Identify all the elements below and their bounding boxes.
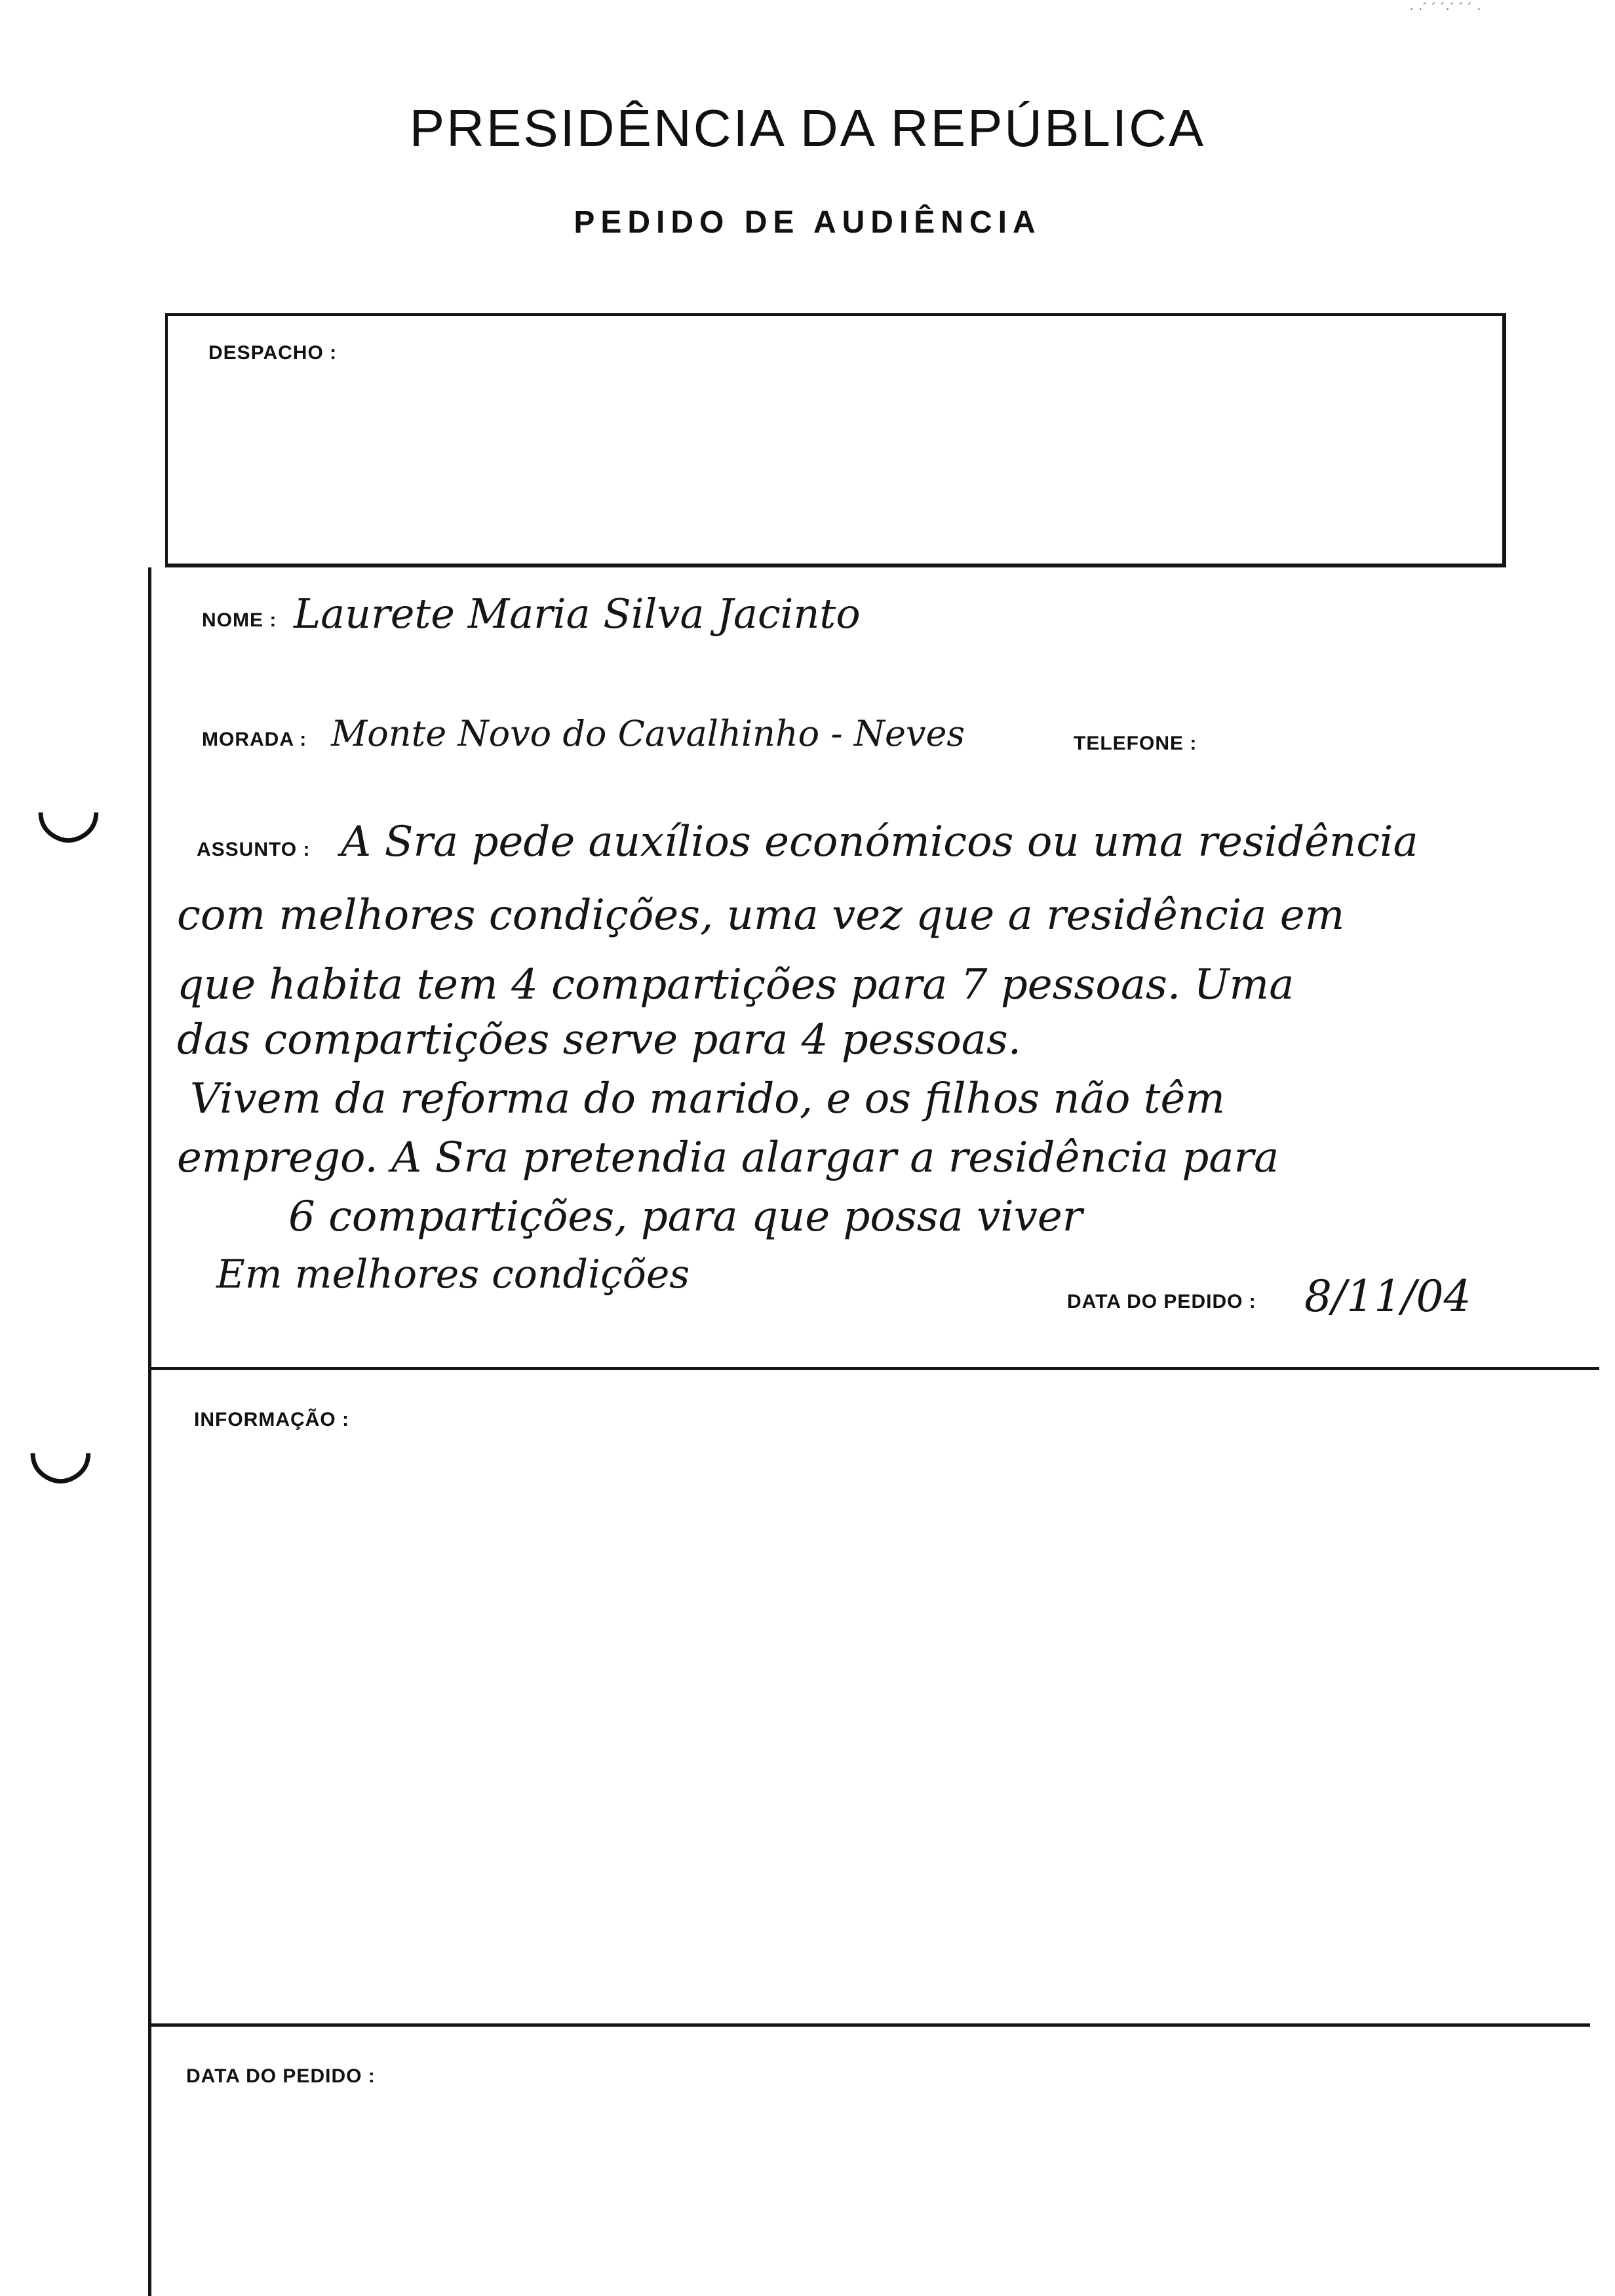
left-frame-line bbox=[148, 567, 151, 2296]
assunto-line-3: que habita tem 4 compartições para 7 pessoas. Uma bbox=[177, 961, 1294, 1009]
morada-value: Monte Novo do Cavalhinho - Neves bbox=[331, 713, 965, 754]
nome-value: Laurete Maria Silva Jacinto bbox=[294, 590, 861, 638]
assunto-line-7: 6 compartições, para que possa viver bbox=[288, 1193, 1083, 1241]
divider-data-do-pedido bbox=[149, 2023, 1590, 2027]
page-title: PRESIDÊNCIA DA REPÚBLICA bbox=[409, 99, 1206, 157]
assunto-line-8: Em melhores condições bbox=[216, 1252, 690, 1297]
data-do-pedido-label-1: DATA DO PEDIDO : bbox=[1067, 1291, 1256, 1312]
despacho-box bbox=[165, 313, 1506, 567]
divider-informacao bbox=[149, 1367, 1599, 1370]
punch-mark-bottom: ◡ bbox=[26, 1403, 95, 1491]
assunto-line-4: das compartições serve para 4 pessoas. bbox=[177, 1016, 1022, 1064]
page-subtitle: PEDIDO DE AUDIÊNCIA bbox=[574, 205, 1041, 240]
assunto-line-2: com melhores condições, uma vez que a residência em bbox=[177, 891, 1345, 940]
corner-scribble: · ·´ ´ ´·´ ´ ´ · bbox=[1409, 0, 1481, 16]
data-do-pedido-label-2: DATA DO PEDIDO : bbox=[186, 2065, 376, 2087]
telefone-label: TELEFONE : bbox=[1074, 733, 1197, 754]
punch-mark-top: ◡ bbox=[34, 762, 103, 850]
assunto-line-1: A Sra pede auxílios económicos ou uma residência bbox=[341, 818, 1418, 866]
nome-label: NOME : bbox=[202, 609, 277, 631]
assunto-label: ASSUNTO : bbox=[197, 839, 311, 860]
assunto-line-5: Vivem da reforma do marido, e os filhos não têm bbox=[190, 1075, 1226, 1123]
informacao-label: INFORMAÇÃO : bbox=[194, 1409, 349, 1430]
morada-label: MORADA : bbox=[202, 729, 307, 750]
data-do-pedido-value-1: 8/11/04 bbox=[1304, 1271, 1471, 1322]
assunto-line-6: emprego. A Sra pretendia alargar a residência para bbox=[177, 1134, 1279, 1182]
despacho-label: DESPACHO : bbox=[208, 342, 338, 364]
